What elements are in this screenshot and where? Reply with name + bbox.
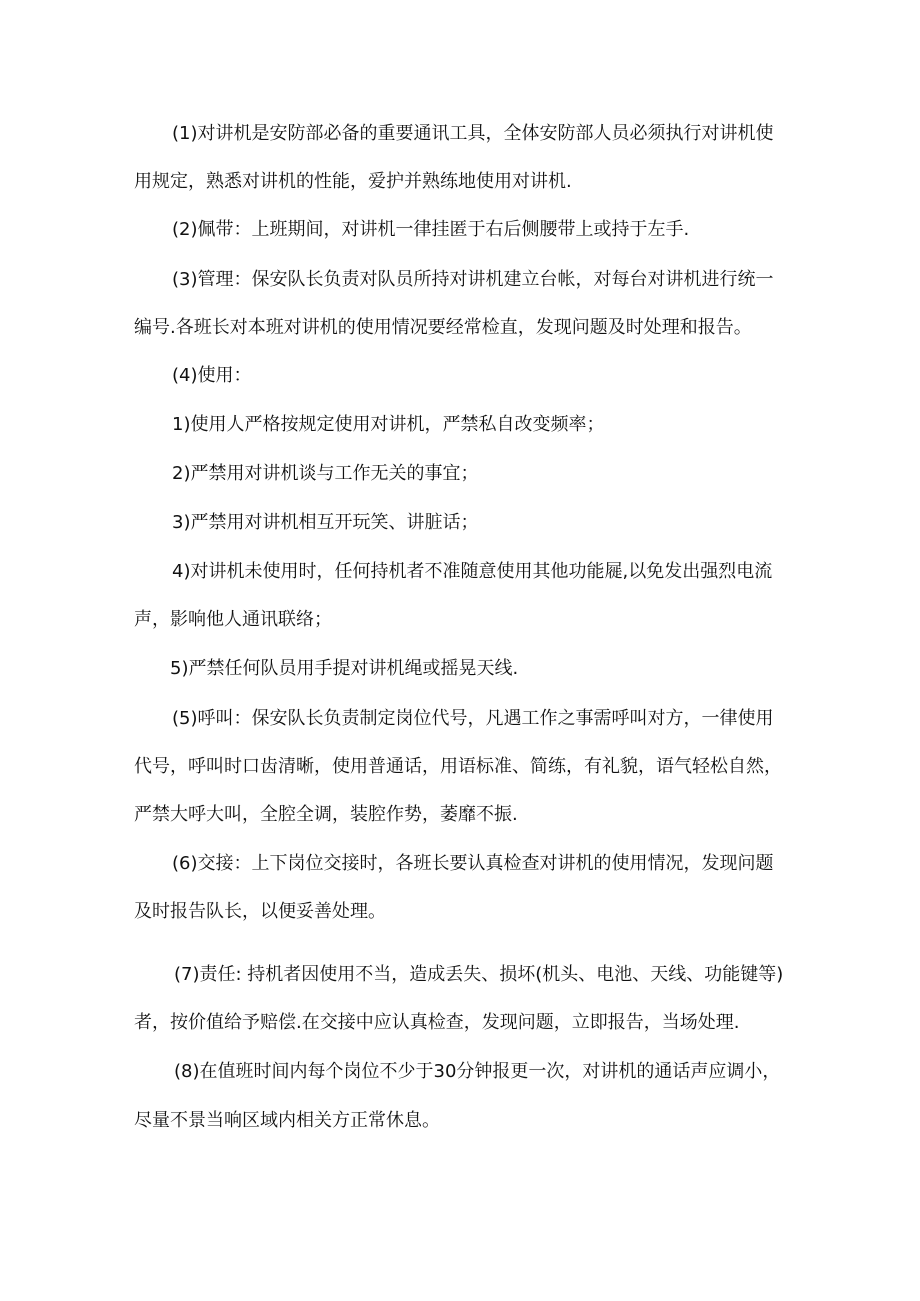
paragraph-6-line-1: (6)交接：上下岗位交接时，各班长要认真检查对讲机的使用情况，发现问题 [172, 853, 774, 874]
paragraph-1-line-2: 用规定，熟悉对讲机的性能，爱护并熟练地使用对讲机. [134, 171, 572, 192]
paragraph-6-line-2: 及时报告队长，以便妥善处理。 [134, 901, 386, 922]
paragraph-5-line-2: 代号，呼叫时口齿清晰，使用普通话，用语标准、简练，有礼貌，语气轻松自然， [134, 756, 782, 777]
paragraph-3-line-2: 编号.各班长对本班对讲机的使用情况要经常检直，发现问题及时处理和报告。 [134, 317, 752, 338]
paragraph-7-line-1: (7)责任: 持机者因使用不当，造成丢失、损坏(机头、电池、天线、功能键等) [174, 964, 784, 985]
paragraph-5-line-3: 严禁大呼大叫，全腔全调，装腔作势，萎靡不振. [134, 804, 518, 825]
paragraph-3-line-1: (3)管理：保安队长负责对队员所持对讲机建立台帐，对每台对讲机进行统一 [172, 269, 774, 290]
usage-rule-2: 2)严禁用对讲机谈与工作无关的事宜； [172, 463, 479, 484]
usage-rule-5: 5)严禁任何队员用手提对讲机绳或摇晃天线. [170, 658, 519, 679]
paragraph-5-line-1: (5)呼叫：保安队长负责制定岗位代号，凡遇工作之事需呼叫对方，一律使用 [172, 708, 774, 729]
usage-rule-3: 3)严禁用对讲机相互开玩笑、讲脏话； [172, 512, 479, 533]
usage-rule-4-line-1: 4)对讲机未使用时，任何持机者不准随意使用其他功能屣,以免发出强烈电流 [172, 561, 773, 582]
usage-rule-4-line-2: 声，影响他人通讯联络； [134, 609, 332, 630]
paragraph-4-line-1: (4)使用： [172, 365, 252, 386]
paragraph-7-line-2: 者，按价值给予赔偿.在交接中应认真检查，发现问题，立即报告，当场处理. [134, 1012, 740, 1033]
usage-rule-1: 1)使用人严格按规定使用对讲机，严禁私自改变频率； [172, 414, 605, 435]
paragraph-8-line-2: 尽量不景当响区域内相关方正常休息。 [134, 1110, 440, 1131]
paragraph-8-line-1: (8)在值班时间内每个岗位不少于30分钟报更一次，对讲机的通话声应调小， [174, 1061, 781, 1082]
paragraph-2-line-1: (2)佩带：上班期间，对讲机一律挂匿于右后侧腰带上或持于左手. [172, 219, 690, 240]
paragraph-1-line-1: (1)对讲机是安防部必备的重要通讯工具，全体安防部人员必须执行对讲机使 [172, 123, 774, 144]
